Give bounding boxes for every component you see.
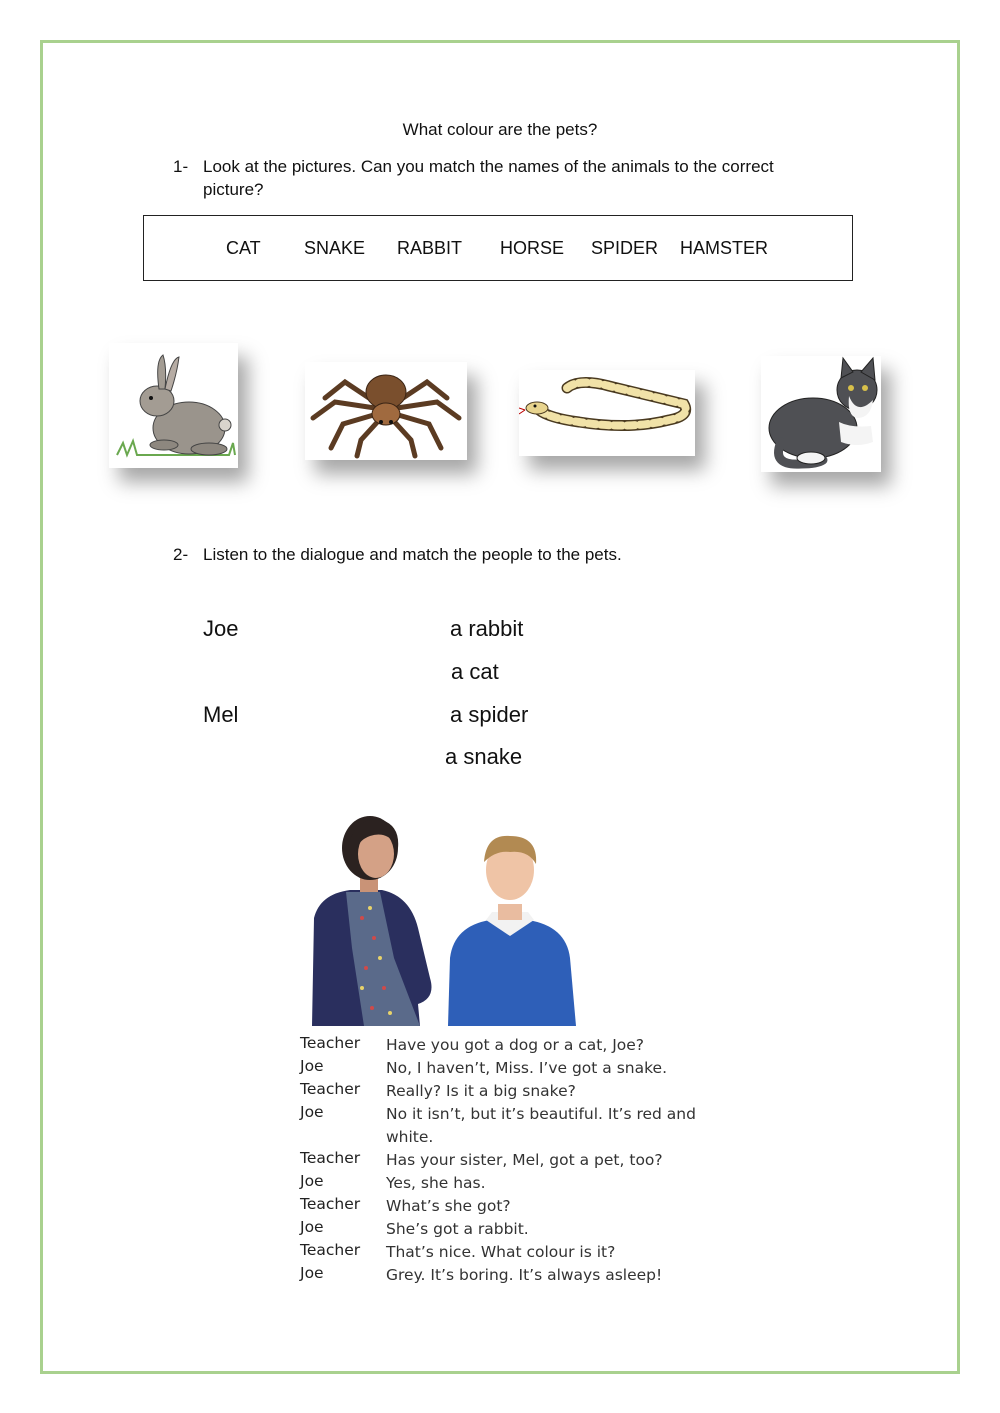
word-spider: SPIDER	[591, 238, 659, 258]
rabbit-picture	[109, 343, 238, 468]
dialogue-speaker: Teacher	[300, 1241, 361, 1259]
dialogue-line: She’s got a rabbit.	[386, 1220, 529, 1238]
dialogue-row	[300, 1264, 720, 1287]
worksheet-title: What colour are the pets?	[402, 120, 598, 139]
dialogue-row	[300, 1057, 720, 1080]
question-1-text: Look at the pictures. Can you match the names of the animals to the correct picture?	[203, 157, 774, 199]
dialogue-line: What’s she got?	[386, 1197, 511, 1215]
cat-picture	[761, 356, 881, 472]
pet-cat: a cat	[451, 659, 499, 684]
dialogue-line: Grey. It’s boring. It’s always asleep!	[386, 1266, 663, 1284]
question-2-text: Listen to the dialogue and match the people to the pets.	[203, 545, 622, 564]
dialogue-row	[300, 1172, 720, 1195]
dialogue-row	[300, 1080, 720, 1103]
dialogue-row	[300, 1218, 720, 1241]
word-horse: HORSE	[500, 238, 565, 258]
dialogue-line: That’s nice. What colour is it?	[386, 1243, 616, 1261]
dialogue-line: No, I haven’t, Miss. I’ve got a snake.	[386, 1059, 667, 1077]
dialogue-speaker: Joe	[300, 1218, 324, 1236]
dialogue-line: No it isn’t, but it’s beautiful. It’s red and white.	[386, 1105, 696, 1146]
question-1-number: 1-	[173, 157, 189, 176]
word-rabbit: RABBIT	[397, 238, 463, 258]
snake-picture	[519, 370, 695, 456]
person-mel: Mel	[203, 702, 239, 727]
word-cat: CAT	[226, 238, 261, 258]
dialogue-speaker: Teacher	[300, 1034, 361, 1052]
question-2	[173, 543, 833, 567]
teacher-and-joe-photo	[300, 808, 580, 1026]
dialogue-row	[300, 1103, 720, 1149]
dialogue-speaker: Teacher	[300, 1195, 361, 1213]
dialogue-speaker: Joe	[300, 1103, 324, 1121]
dialogue-row	[300, 1195, 720, 1218]
dialogue-speaker: Joe	[300, 1057, 324, 1075]
dialogue	[300, 1034, 720, 1287]
dialogue-speaker: Joe	[300, 1172, 324, 1190]
dialogue-line: Has your sister, Mel, got a pet, too?	[386, 1151, 663, 1169]
dialogue-speaker: Teacher	[300, 1149, 361, 1167]
dialogue-speaker: Teacher	[300, 1080, 361, 1098]
word-bank	[143, 215, 853, 281]
dialogue-line: Have you got a dog or a cat, Joe?	[386, 1036, 645, 1054]
dialogue-row	[300, 1034, 720, 1057]
dialogue-line: Really? Is it a big snake?	[386, 1082, 576, 1100]
word-hamster: HAMSTER	[680, 238, 769, 258]
question-2-number: 2-	[173, 545, 189, 564]
dialogue-line: Yes, she has.	[386, 1174, 486, 1192]
spider-picture	[305, 362, 467, 460]
pet-spider: a spider	[450, 702, 529, 727]
dialogue-speaker: Joe	[300, 1264, 324, 1282]
dialogue-row	[300, 1241, 720, 1264]
pet-rabbit: a rabbit	[450, 616, 524, 641]
pet-snake: a snake	[445, 744, 523, 769]
dialogue-row	[300, 1149, 720, 1172]
question-1	[173, 155, 833, 203]
word-snake: SNAKE	[304, 238, 366, 258]
person-joe: Joe	[203, 616, 239, 641]
